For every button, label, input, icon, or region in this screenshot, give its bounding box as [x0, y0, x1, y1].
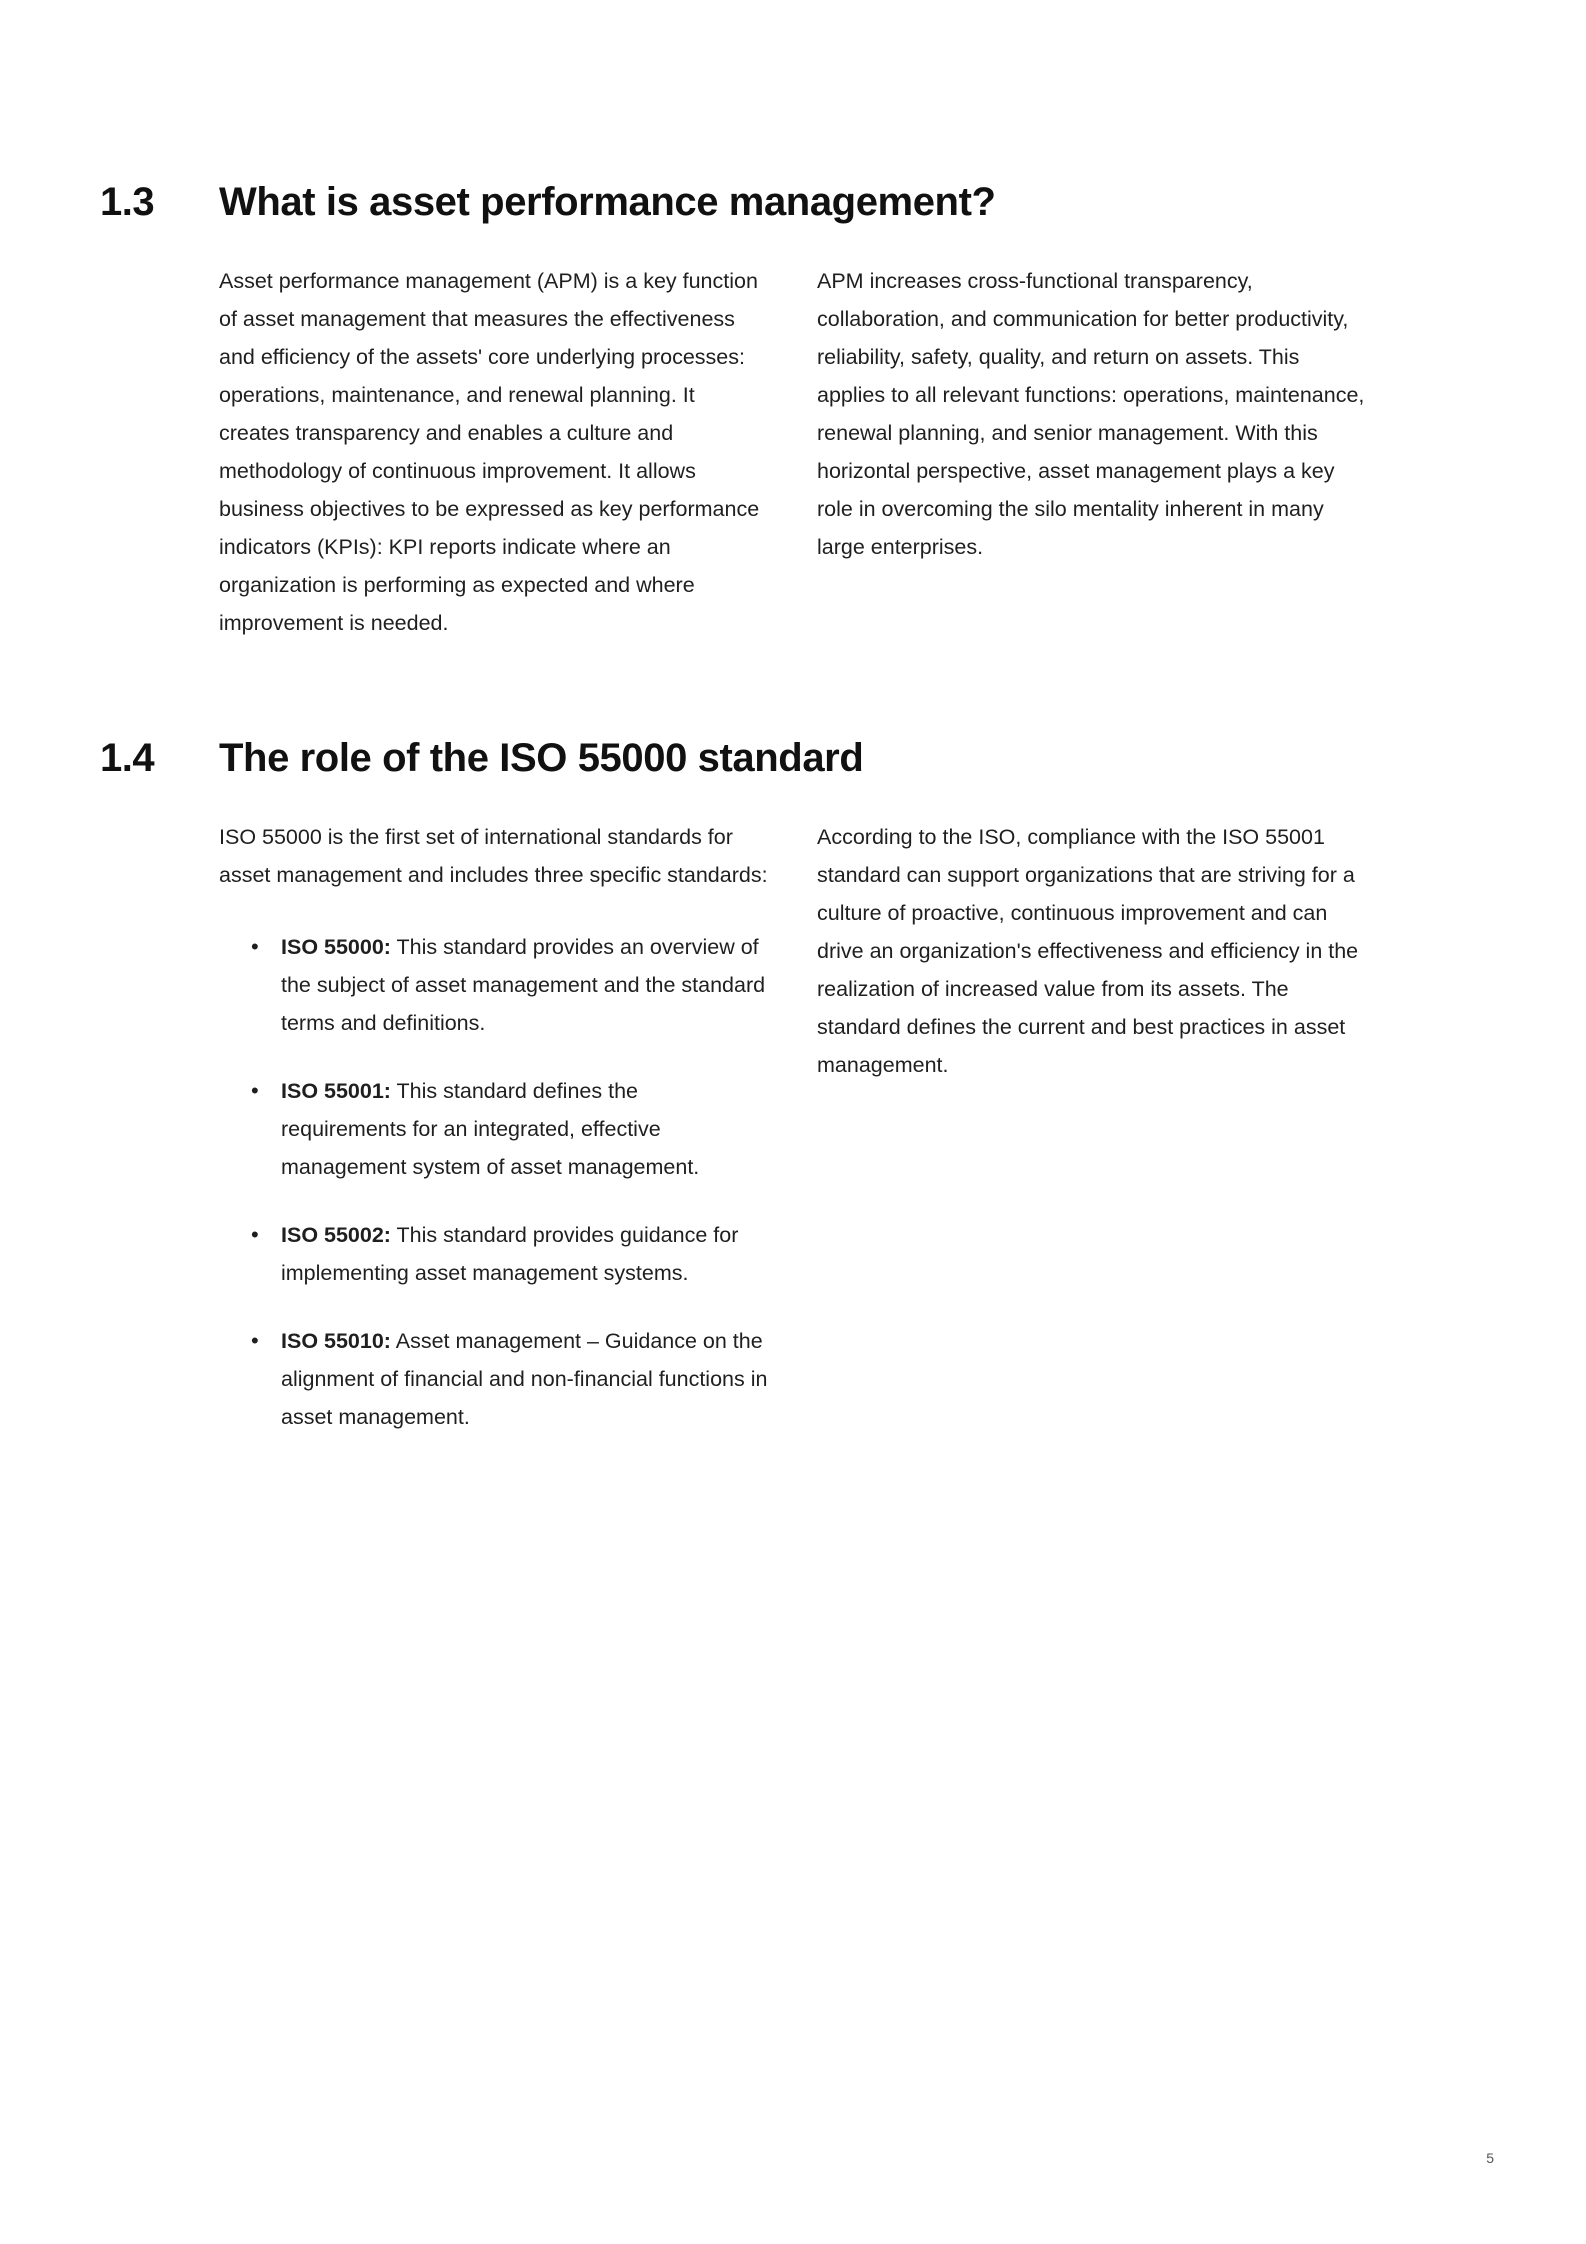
list-item-label: ISO 55010: — [281, 1329, 391, 1353]
section-columns — [219, 818, 1480, 1436]
list-item-label: ISO 55002: — [281, 1223, 391, 1247]
list-item-label: ISO 55000: — [281, 935, 391, 959]
left-column — [219, 262, 768, 642]
list-item — [219, 928, 768, 1042]
list-item-text: Asset management – Guidance on the alignment of financial and non-financial functions in asset management. — [281, 1329, 768, 1429]
section-1-3 — [100, 180, 1480, 642]
paragraph: ISO 55000 is the first set of international standards for asset management and includes three specific standards: — [219, 825, 768, 887]
list-item — [219, 1072, 768, 1186]
right-column — [817, 818, 1366, 1436]
list-item-text: This standard provides guidance for implementing asset management systems. — [281, 1223, 739, 1285]
list-item-label: ISO 55001: — [281, 1079, 391, 1103]
list-item — [219, 1322, 768, 1436]
section-title: What is asset performance management? — [219, 180, 996, 224]
section-number: 1.4 — [100, 736, 155, 780]
standards-list — [219, 928, 768, 1436]
page-number: 5 — [1486, 2150, 1494, 2166]
section-1-4 — [100, 736, 1480, 1436]
list-item-text: This standard defines the requirements for an integrated, effective management system of asset management. — [281, 1079, 700, 1179]
right-column — [817, 262, 1366, 642]
page-content — [100, 180, 1480, 1436]
list-item — [219, 1216, 768, 1292]
paragraph: APM increases cross-functional transparency, collaboration, and communication for better productivity, reliability, safety, quality, and return on assets. This applies to all relevant functions: operations, maintenance, renewal planning, and senior management. With this horizontal perspective, asset management plays a key role in overcoming the silo mentality inherent in many large enterprises. — [817, 269, 1365, 559]
section-heading — [100, 736, 1480, 780]
paragraph: According to the ISO, compliance with the ISO 55001 standard can support organizations that are striving for a culture of proactive, continuous improvement and can drive an organization's effectiveness and efficiency in the realization of increased value from its assets. The standard defines the current and best practices in asset management. — [817, 825, 1359, 1077]
left-column — [219, 818, 768, 1436]
section-title: The role of the ISO 55000 standard — [219, 736, 864, 780]
section-columns — [219, 262, 1480, 642]
section-number: 1.3 — [100, 180, 155, 224]
paragraph: Asset performance management (APM) is a key function of asset management that measures the effectiveness and efficiency of the assets' core underlying processes: operations, maintenance, and renewal planning. It creates transparency and enables a culture and methodology of continuous improvement. It allows business objectives to be expressed as key performance indicators (KPIs): KPI reports indicate where an organization is performing as expected and where improvement is needed. — [219, 269, 760, 635]
list-item-text: This standard provides an overview of the subject of asset management and the standard terms and definitions. — [281, 935, 766, 1035]
section-heading — [100, 180, 1480, 224]
